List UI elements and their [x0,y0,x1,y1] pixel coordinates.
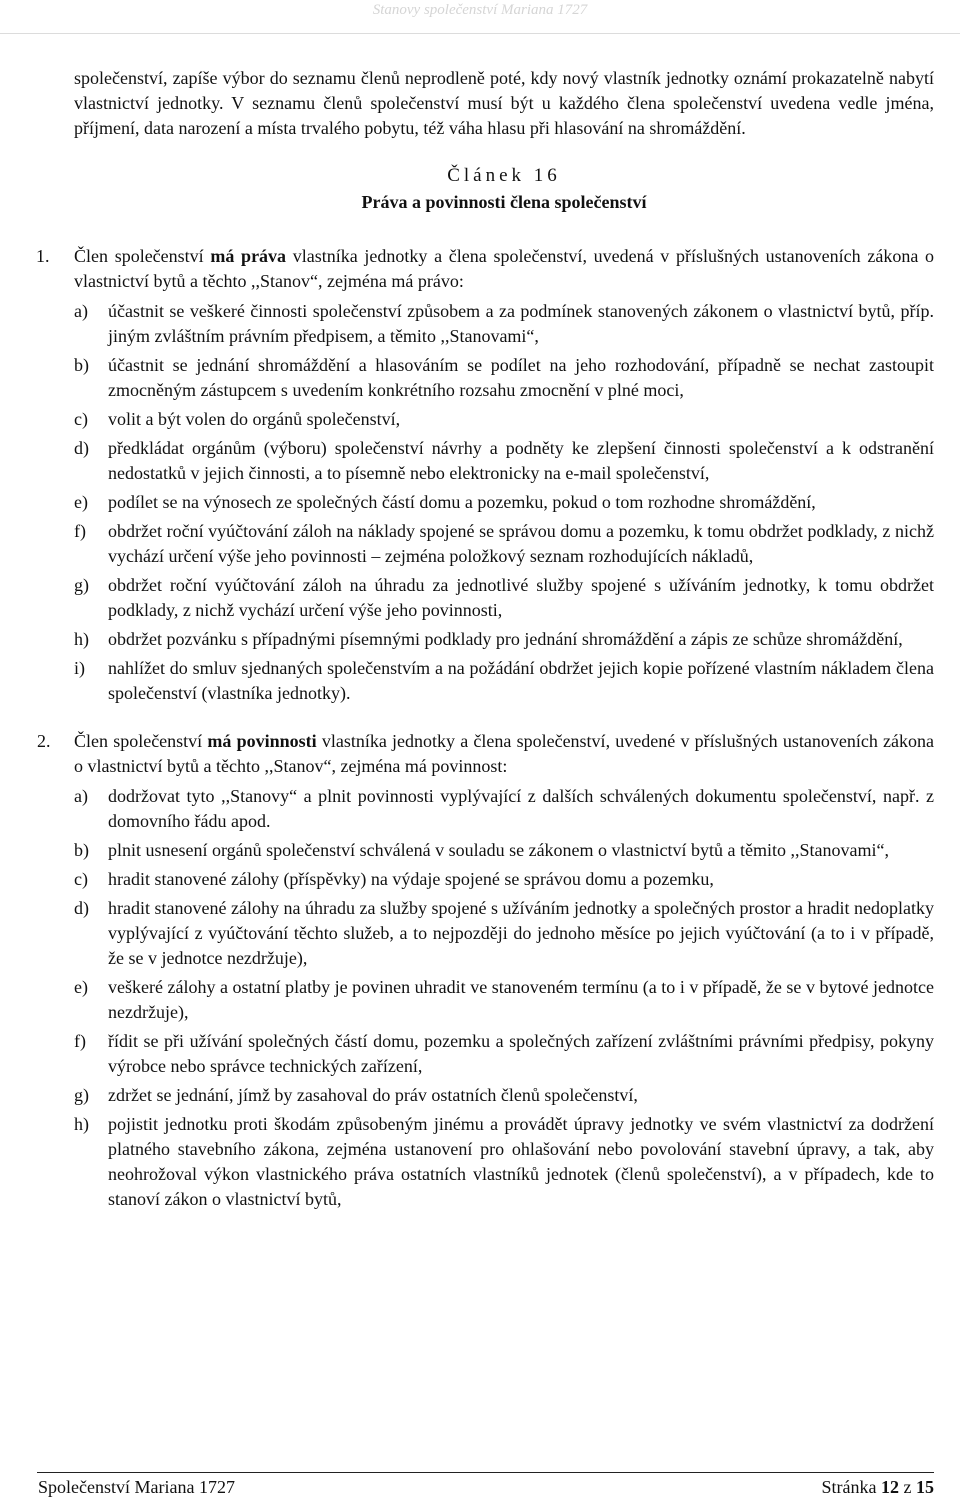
item-text: zdržet se jednání, jímž by zasahoval do práv ostatních členů společenství, [108,1085,638,1105]
item-letter: g) [74,1085,89,1105]
item-letter: b) [74,840,89,860]
item-text: plnit usnesení orgánů společenství schválená v souladu se zákonem o vlastnictví bytů a těmito ,,Stanovami“, [108,840,890,860]
section-lead-text: Člen společenství [74,246,211,266]
list-item [74,784,934,834]
list-item [74,896,934,971]
item-letter: a) [74,301,88,321]
item-letter: d) [74,438,89,458]
list-item [74,656,934,706]
item-text: řídit se při užívání společných částí domu, pozemku a společných zařízení zvláštními právními předpisy, pokyny výrobce nebo správce technických zařízení, [108,1031,934,1076]
item-text: hradit stanovené zálohy (příspěvky) na výdaje spojené se správou domu a pozemku, [108,869,714,889]
item-text: nahlížet do smluv sjednaných společenstvím a na požádání obdržet jejich kopie pořízené vlastním nákladem člena společenství (vlastníka jednotky). [108,658,934,703]
item-text: hradit stanovené zálohy na úhradu za služby spojené s užíváním jednotky a společných prostor a hradit nedoplatky vyplývající z vyúčtování těchto služeb, a to nejpozději do jednoho měsíce po jejich vyúčtování (a to i v případě, že se v jednotce nezdržuje), [108,898,934,968]
item-letter: b) [74,355,89,375]
list-item [74,353,934,403]
document-body [36,66,934,1216]
list-item [74,436,934,486]
section-lead-text: Člen společenství [74,731,208,751]
footer-divider [37,1472,934,1473]
item-letter: d) [74,898,89,918]
list-item [74,1029,934,1079]
item-letter: e) [74,977,88,997]
intro-paragraph: společenství, zapíše výbor do seznamu členů neprodleně poté, kdy nový vlastník jednotky oznámí prokazatelně nabytí vlastnictví jednotky. V seznamu členů společenství musí být u každého člena společenství uvedena vedle jména, příjmení, data narození a místa trvalého pobytu, též váha hlasu při hlasování na shromáždění. [74,68,934,138]
list-item [74,838,934,863]
section-lead-text: vlastníka jednotky a člena společenství, uvedené v příslušných ustanoveních zákona o vlastnictví bytů a těchto ,,Stanov“, zejména má povinnost: [74,731,934,776]
footer-organization: Společenství Mariana 1727 [38,1477,235,1497]
item-letter: f) [74,521,86,541]
item-letter: h) [74,1114,89,1134]
item-letter: g) [74,575,89,595]
item-letter: a) [74,786,88,806]
rights-list [74,299,934,706]
list-item [74,867,934,892]
item-letter: h) [74,629,89,649]
item-letter: c) [74,409,88,429]
item-letter: i) [74,658,85,678]
header-watermark: Stanovy společenství Mariana 1727 [372,2,588,18]
item-text: veškeré zálohy a ostatní platby je povinen uhradit ve stanoveném termínu (a to i v případě, že se v bytové jednotce nezdržuje), [108,977,934,1022]
header-divider [0,33,960,34]
section-number: 2. [37,731,51,751]
list-item [74,573,934,623]
list-item [74,975,934,1025]
section-lead [74,244,934,294]
item-letter: e) [74,492,88,512]
list-item [74,490,934,515]
section-lead [74,729,934,779]
list-item [74,407,934,432]
page-separator: z [899,1477,916,1497]
item-text: obdržet pozvánku s případnými písemnými podklady pro jednání shromáždění a zápis ze schůze shromáždění, [108,629,903,649]
article-title: Práva a povinnosti člena společenství [361,192,647,212]
list-item [74,299,934,349]
list-item [74,1112,934,1212]
page-indicator [822,1475,934,1500]
section-lead-emphasis: má povinnosti [207,731,317,751]
page-total: 15 [916,1477,934,1497]
section-lead-text: vlastníka jednotky a člena společenství, uvedená v příslušných ustanoveních zákona o vlastnictví bytů a těchto ,,Stanov“, zejména má právo: [74,246,934,291]
item-text: účastnit se veškeré činnosti společenství způsobem a za podmínek stanovených zákonem o vlastnictví bytů, příp. jiným zvláštním právním předpisem, a těmito ,,Stanovami“, [108,301,934,346]
page-current: 12 [881,1477,899,1497]
item-text: obdržet roční vyúčtování záloh na úhradu za jednotlivé služby spojené s užíváním jednotky, k tomu obdržet podklady, z nichž vychází určení výše jeho povinnosti, [108,575,934,620]
item-letter: f) [74,1031,86,1051]
section-lead-emphasis: má práva [210,246,287,266]
item-letter: c) [74,869,88,889]
page-prefix: Stránka [821,1477,881,1497]
item-text: obdržet roční vyúčtování záloh na náklady spojené se správou domu a pozemku, k tomu obdržet podklady, z nichž vychází určení výše jeho povinnosti – zejména položkový seznam rozhodujících nákladů, [108,521,934,566]
article-number: Článek 16 [447,165,561,186]
section-duties [37,729,934,1212]
list-item [74,627,934,652]
item-text: podílet se na výnosech ze společných částí domu a pozemku, pokud o tom rozhodne shromáždění, [108,492,816,512]
section-rights [36,244,934,706]
item-text: dodržovat tyto ,,Stanovy“ a plnit povinnosti vyplývající z dalších schválených dokumentu společenství, např. z domovního řádu apod. [108,786,934,831]
article-heading [74,162,934,216]
item-text: volit a být volen do orgánů společenství, [108,409,401,429]
item-text: předkládat orgánům (výboru) společenství návrhy a podněty ke zlepšení činnosti společenství a k odstranění nedostatků v jejich činnosti, a to písemně nebo elektronicky na e-mail společenství, [108,438,934,483]
list-item [74,519,934,569]
item-text: účastnit se jednání shromáždění a hlasováním se podílet na jeho rozhodování, případně se nechat zastoupit zmocněným zástupcem s uvedením konkrétního rozsahu zmocnění v plné moci, [108,355,934,400]
section-number: 1. [36,246,50,266]
list-item [74,1083,934,1108]
item-text: pojistit jednotku proti škodám způsobeným jinému a provádět úpravy jednotky ve svém vlastnictví za dodržení platného stavebního zákona, zejména ustanovení pro ohlašování nebo povolování stavební úpravy, a tak, aby neohrožoval výkon vlastnického práva ostatních vlastníků jednotek (členů společenství), a v případech, kde to stanoví zákon o vlastnictví bytů, [108,1114,934,1209]
duties-list [74,784,934,1212]
